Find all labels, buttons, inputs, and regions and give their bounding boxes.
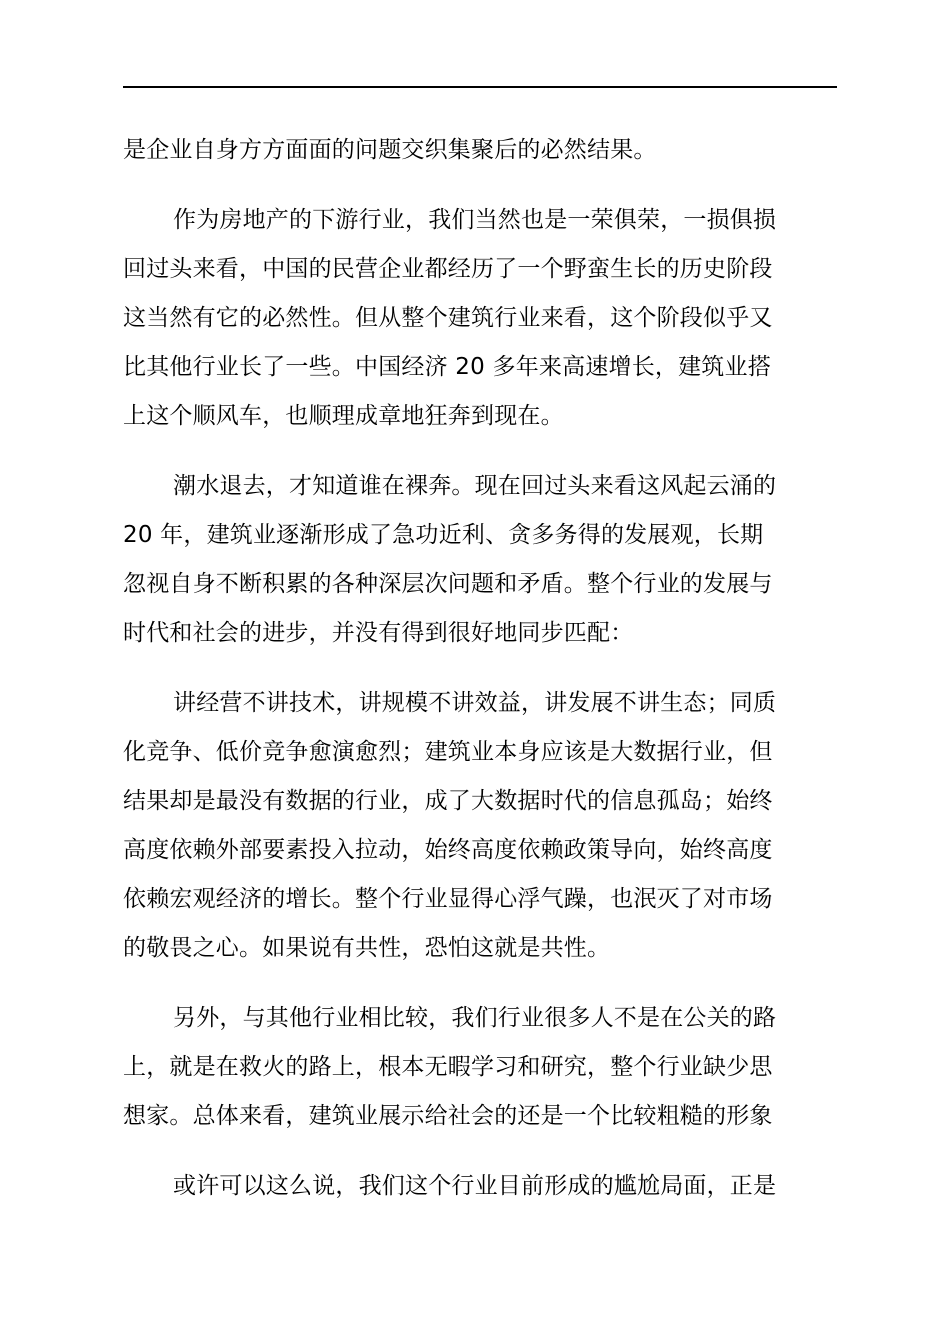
text-line: 时代和社会的进步，并没有得到很好地同步匹配： [123,620,634,646]
text-line: 化竞争、低价竞争愈演愈烈；建筑业本身应该是大数据行业，但 [123,739,773,765]
text-line: 潮水退去，才知道谁在裸奔。现在回过头来看这风起云涌的 [173,473,777,499]
paragraph-2 [123,196,837,441]
text-line: 上这个顺风车，也顺理成章地狂奔到现在。 [123,403,564,429]
text-line: 另外，与其他行业相比较，我们行业很多人不是在公关的路 [173,1005,777,1031]
text-line: 高度依赖外部要素投入拉动，始终高度依赖政策导向，始终高度 [123,837,773,863]
header-rule [123,86,837,88]
paragraph-1 [123,126,837,175]
text-line: 回过头来看，中国的民营企业都经历了一个野蛮生长的历史阶段 [123,256,773,282]
text-line: 20 年，建筑业逐渐形成了急功近利、贪多务得的发展观，长期 [123,522,764,548]
text-line: 忽视自身不断积累的各种深层次问题和矛盾。整个行业的发展与 [123,571,773,597]
text-line: 想家。总体来看，建筑业展示给社会的还是一个比较粗糙的形象 [123,1103,773,1129]
text-line: 作为房地产的下游行业，我们当然也是一荣俱荣，一损俱损 [173,207,777,233]
text-line: 讲经营不讲技术，讲规模不讲效益，讲发展不讲生态；同质 [173,690,777,716]
text-line: 比其他行业长了一些。中国经济 20 多年来高速增长，建筑业搭 [123,354,771,380]
paragraph-3 [123,462,837,658]
text-line: 依赖宏观经济的增长。整个行业显得心浮气躁，也泯灭了对市场 [123,886,773,912]
paragraph-6 [123,1162,837,1211]
paragraph-5 [123,994,837,1141]
paragraph-4 [123,679,837,973]
text-line: 的敬畏之心。如果说有共性，恐怕这就是共性。 [123,935,611,961]
text-line: 上，就是在救火的路上，根本无暇学习和研究，整个行业缺少思 [123,1054,773,1080]
document-body [123,126,837,1211]
text-line: 结果却是最没有数据的行业，成了大数据时代的信息孤岛；始终 [123,788,773,814]
text-line: 是企业自身方方面面的问题交织集聚后的必然结果。 [123,137,657,163]
text-line: 这当然有它的必然性。但从整个建筑行业来看，这个阶段似乎又 [123,305,773,331]
text-line: 或许可以这么说，我们这个行业目前形成的尴尬局面，正是 [173,1173,777,1199]
